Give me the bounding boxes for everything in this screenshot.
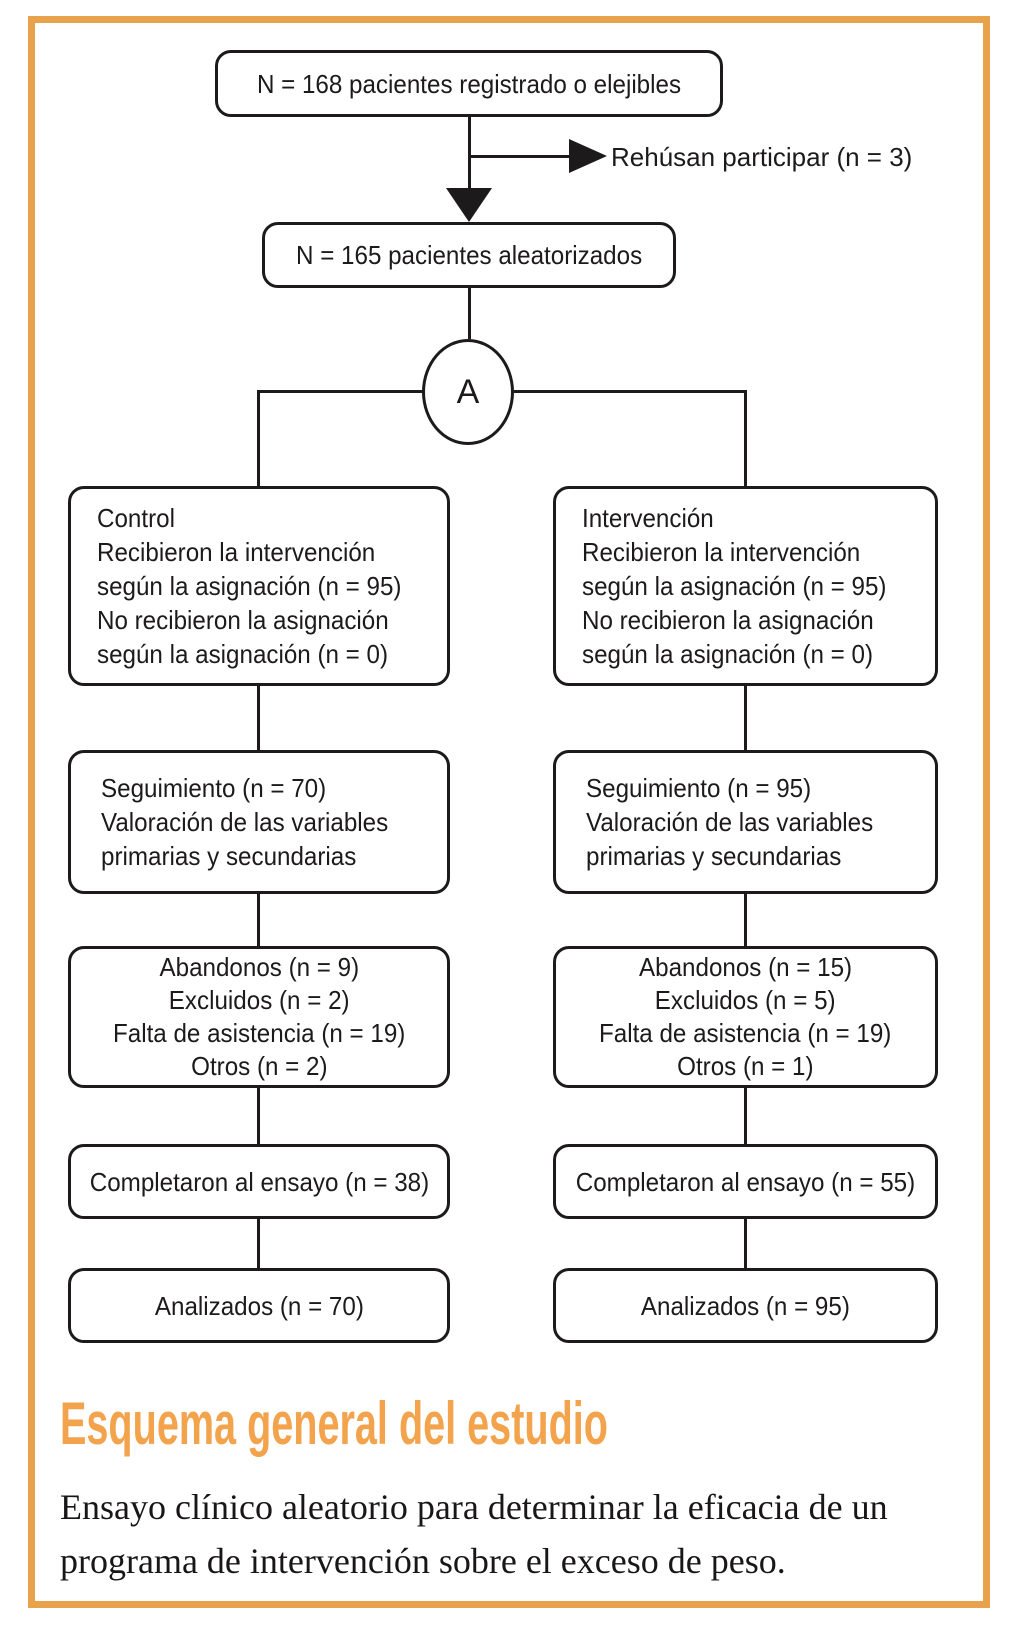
arrow-down-icon bbox=[446, 188, 492, 222]
followup-right-line: primarias y secundarias bbox=[586, 841, 842, 871]
losses-right-line: Excluidos (n = 5) bbox=[655, 985, 836, 1015]
refusal-text: Rehúsan participar (n = 3) bbox=[611, 142, 913, 172]
connector-split-left-horizontal bbox=[258, 390, 422, 393]
followup-left-box bbox=[68, 750, 450, 894]
analyzed-right-text: Analizados (n = 95) bbox=[640, 1290, 851, 1321]
junction-a-circle bbox=[422, 339, 514, 445]
losses-left-box bbox=[68, 946, 450, 1088]
losses-right-line: Falta de asistencia (n = 19) bbox=[599, 1018, 892, 1048]
control-line: Recibieron la intervención bbox=[97, 537, 376, 567]
intervention-line: según la asignación (n = 95) bbox=[582, 571, 887, 601]
completed-right-text: Completaron al ensayo (n = 55) bbox=[575, 1166, 916, 1197]
enrolled-text: N = 168 pacientes registrado o elejibles bbox=[256, 68, 682, 99]
connector-left-1 bbox=[257, 686, 260, 750]
connector-split-right-down bbox=[744, 390, 747, 486]
connector-right-4 bbox=[744, 1219, 747, 1268]
control-line: según la asignación (n = 95) bbox=[97, 571, 402, 601]
figure-caption bbox=[60, 1480, 888, 1588]
refusal-label bbox=[611, 143, 912, 171]
intervention-line: No recibieron la asignación bbox=[582, 605, 874, 635]
figure-title: Esquema general del estudio bbox=[60, 1390, 608, 1457]
followup-left-line: primarias y secundarias bbox=[101, 841, 357, 871]
junction-a-label: A bbox=[456, 372, 480, 411]
connector-enrolled-down bbox=[468, 117, 471, 190]
control-line: según la asignación (n = 0) bbox=[97, 639, 389, 669]
losses-left-line: Falta de asistencia (n = 19) bbox=[112, 1018, 406, 1048]
intervention-line: Recibieron la intervención bbox=[582, 537, 861, 567]
completed-right-box bbox=[553, 1144, 938, 1219]
followup-left-line: Seguimiento (n = 70) bbox=[101, 773, 327, 803]
followup-right-line: Seguimiento (n = 95) bbox=[586, 773, 812, 803]
losses-left-line: Abandonos (n = 9) bbox=[159, 952, 359, 982]
connector-left-3 bbox=[257, 1088, 260, 1144]
connector-split-right-horizontal bbox=[514, 390, 747, 393]
control-line: Control bbox=[97, 503, 175, 533]
followup-left-line: Valoración de las variables bbox=[101, 807, 389, 837]
losses-right-line: Otros (n = 1) bbox=[677, 1051, 814, 1081]
connector-right-1 bbox=[744, 686, 747, 750]
arrow-right-icon bbox=[569, 139, 607, 173]
intervention-line: Intervención bbox=[582, 503, 714, 533]
losses-left-line: Excluidos (n = 2) bbox=[168, 985, 350, 1015]
connector-right-2 bbox=[744, 894, 747, 946]
completed-left-text: Completaron al ensayo (n = 38) bbox=[89, 1166, 429, 1197]
analyzed-left-text: Analizados (n = 70) bbox=[154, 1290, 364, 1321]
completed-left-box bbox=[68, 1144, 450, 1219]
connector-left-2 bbox=[257, 894, 260, 946]
followup-right-line: Valoración de las variables bbox=[586, 807, 874, 837]
losses-left-line: Otros (n = 2) bbox=[190, 1051, 328, 1081]
connector-split-left-down bbox=[257, 390, 260, 486]
intervention-group-box bbox=[553, 486, 938, 686]
figure-caption-line: Ensayo clínico aleatorio para determinar la eficacia de un bbox=[60, 1487, 888, 1527]
randomized-box bbox=[262, 222, 676, 288]
control-group-box bbox=[68, 486, 450, 686]
enrolled-box bbox=[215, 50, 723, 117]
figure-caption-line: programa de intervención sobre el exceso de peso. bbox=[60, 1541, 786, 1581]
connector-randomized-down bbox=[468, 288, 471, 339]
analyzed-right-box bbox=[553, 1268, 938, 1343]
connector-right-3 bbox=[744, 1088, 747, 1144]
losses-right-box bbox=[553, 946, 938, 1088]
randomized-text: N = 165 pacientes aleatorizados bbox=[295, 240, 643, 270]
losses-right-line: Abandonos (n = 15) bbox=[638, 952, 853, 982]
connector-left-4 bbox=[257, 1219, 260, 1268]
analyzed-left-box bbox=[68, 1268, 450, 1343]
control-line: No recibieron la asignación bbox=[97, 605, 389, 635]
intervention-line: según la asignación (n = 0) bbox=[582, 639, 874, 669]
connector-refusal-branch bbox=[469, 155, 569, 158]
followup-right-box bbox=[553, 750, 938, 894]
